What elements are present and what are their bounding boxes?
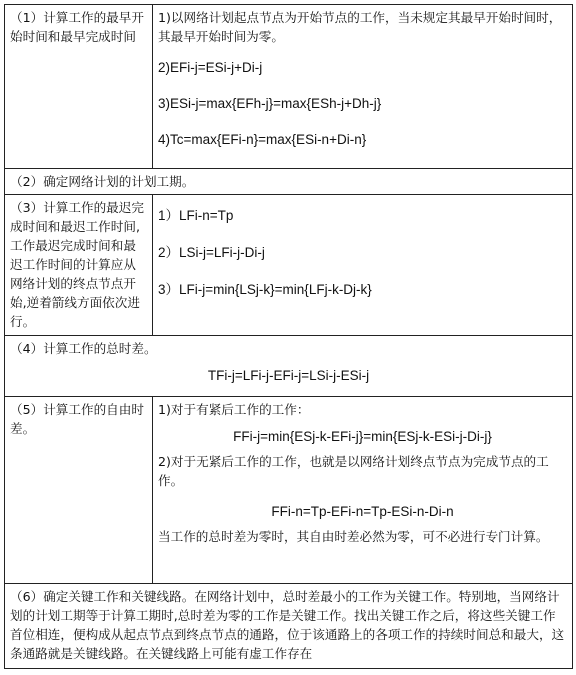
row1-title <box>5 5 153 169</box>
row1-desc: 1)以网络计划起点节点为开始节点的工作，当未规定其最早开始时间时，其最早开始时间为零。 <box>158 10 562 44</box>
row1-formula-3: 3)ESi-j=max{EFh-j}=max{ESh-j+Dh-j} <box>158 96 382 111</box>
row4-formula: TFi-j=LFi-j-EFi-j=LSi-j-ESi-j <box>207 368 370 383</box>
row1-formula-2: 2)EFi-j=ESi-j+Di-j <box>158 60 263 75</box>
row3-formula-3: 3）LFi-j=min{LSj-k}=min{LFj-k-Dj-k} <box>158 282 372 297</box>
row5-para-1: 1)对于有紧后工作的工作： <box>158 402 310 417</box>
table-row <box>5 397 573 584</box>
row3-content <box>153 195 573 336</box>
row2-title <box>5 169 573 195</box>
row5-title <box>5 397 153 584</box>
row3-formula-1: 1）LFi-n=Tp <box>158 208 234 223</box>
row3-formula-2: 2）LSi-j=LFi-j-Di-j <box>158 245 265 260</box>
row5-content <box>153 397 573 584</box>
row4-content <box>5 336 573 397</box>
row2-title-text: （2）确定网络计划的计划工期。 <box>10 174 195 189</box>
row1-title-text: （1）计算工作的最早开始时间和最早完成时间 <box>10 10 144 44</box>
row5-para-3: 当工作的总时差为零时，其自由时差必然为零，可不必进行专门计算。 <box>158 529 549 544</box>
row3-title <box>5 195 153 336</box>
row5-title-text: （5）计算工作的自由时差。 <box>10 402 144 436</box>
row5-para-2: 2)对于无紧后工作的工作，也就是以网络计划终点节点为完成节点的工作。 <box>158 454 549 488</box>
row3-title-text: （3）计算工作的最迟完成时间和最迟工作时间,工作最迟完成时间和最迟工作时间的计算应从网络计划的终点节点开始,逆着箭线方面依次进行。 <box>10 200 144 329</box>
method-table <box>4 4 573 669</box>
table-row <box>5 336 573 397</box>
table-row <box>5 584 573 669</box>
row5-formula-1: FFi-j=min{ESj-k-EFi-j}=min{ESj-k-ESi-j-Di-j} <box>233 429 492 444</box>
row6-content <box>5 584 573 669</box>
row1-formula-4: 4)Tc=max{EFi-n}=max{ESi-n+Di-n} <box>158 132 367 147</box>
row1-content <box>153 5 573 169</box>
table-row <box>5 195 573 336</box>
row4-title: （4）计算工作的总时差。 <box>10 341 157 356</box>
table-row <box>5 169 573 195</box>
table-row <box>5 5 573 169</box>
row5-formula-2: FFi-n=Tp-EFi-n=Tp-ESi-n-Di-n <box>271 504 454 519</box>
row6-text: （6）确定关键工作和关键线路。在网络计划中，总时差最小的工作为关键工作。特别地，当网络计划的计划工期等于计算工期时,总时差为零的工作是关键工作。找出关键工作之后，将这些关键工作首位相连，便构成从起点节点到终点节点的通路，位于该通路上的各项工作的持续时间总和最大，这条通路就是关键线路。在关键线路上可能有虚工作存在 <box>10 589 565 661</box>
